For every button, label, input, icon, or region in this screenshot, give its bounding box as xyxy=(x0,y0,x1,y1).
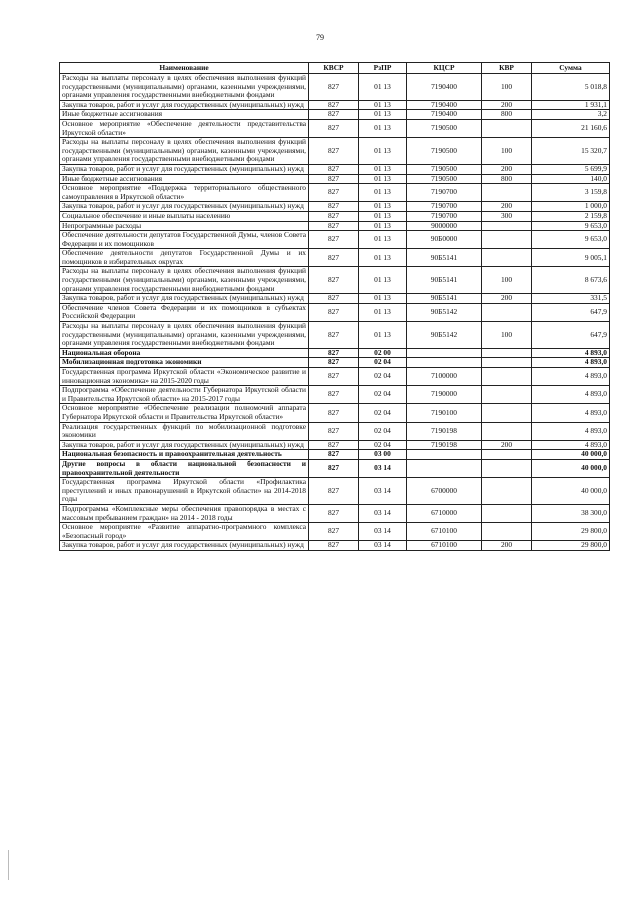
table-row xyxy=(60,267,610,294)
cell-kcsr xyxy=(407,450,482,460)
cell-rzpr: 03 14 xyxy=(359,478,407,505)
cell-rzpr: 01 13 xyxy=(359,294,407,304)
cell-rzpr: 03 14 xyxy=(359,523,407,541)
table-row xyxy=(60,249,610,267)
cell-name: Реализация государственных функций по мобилизационной подготовке экономики xyxy=(60,422,309,440)
cell-kcsr: 6710100 xyxy=(407,541,482,551)
cell-rzpr: 01 13 xyxy=(359,267,407,294)
cell-kvsr: 827 xyxy=(309,211,359,221)
cell-kvsr: 827 xyxy=(309,221,359,231)
cell-kvsr: 827 xyxy=(309,322,359,349)
cell-rzpr: 01 13 xyxy=(359,110,407,120)
cell-kcsr: 7190500 xyxy=(407,138,482,165)
cell-kvr xyxy=(482,450,532,460)
cell-name: Основное мероприятие «Развитие аппаратно-программного комплекса «Безопасный город» xyxy=(60,523,309,541)
cell-kcsr: 7190100 xyxy=(407,404,482,422)
table-row xyxy=(60,211,610,221)
table-row xyxy=(60,541,610,551)
cell-sum: 40 000,0 xyxy=(532,459,610,477)
cell-name: Основное мероприятие «Обеспечение реализации полномочий аппарата Губернатора Иркутской области и Правительства Иркутской области» xyxy=(60,404,309,422)
cell-kvr xyxy=(482,303,532,321)
header-name: Наименование xyxy=(60,63,309,74)
cell-name: Обеспечение членов Совета Федерации и их помощников в субъектах Российской Федерации xyxy=(60,303,309,321)
cell-sum: 2 159,8 xyxy=(532,211,610,221)
cell-kcsr: 90Б0000 xyxy=(407,231,482,249)
table-row xyxy=(60,303,610,321)
cell-sum: 1 000,0 xyxy=(532,202,610,212)
cell-kvsr: 827 xyxy=(309,541,359,551)
cell-kcsr: 90Б5142 xyxy=(407,303,482,321)
cell-rzpr: 01 13 xyxy=(359,74,407,101)
cell-kvsr: 827 xyxy=(309,74,359,101)
header-kvsr: КВСР xyxy=(309,63,359,74)
cell-name: Закупка товаров, работ и услуг для государственных (муниципальных) нужд xyxy=(60,294,309,304)
cell-kvr xyxy=(482,504,532,522)
table-row xyxy=(60,422,610,440)
cell-kcsr: 7190400 xyxy=(407,110,482,120)
cell-rzpr: 01 13 xyxy=(359,202,407,212)
cell-rzpr: 01 13 xyxy=(359,119,407,137)
cell-name: Подпрограмма «Комплексные меры обеспечения правопорядка в местах с массовым пребыванием граждан» на 2014 - 2018 годы xyxy=(60,504,309,522)
cell-kvsr: 827 xyxy=(309,202,359,212)
cell-kcsr: 7190700 xyxy=(407,202,482,212)
cell-kvr xyxy=(482,459,532,477)
cell-name: Закупка товаров, работ и услуг для государственных (муниципальных) нужд xyxy=(60,164,309,174)
cell-name: Закупка товаров, работ и услуг для государственных (муниципальных) нужд xyxy=(60,202,309,212)
cell-kcsr: 7100000 xyxy=(407,368,482,386)
cell-rzpr: 01 13 xyxy=(359,211,407,221)
cell-kcsr: 7190000 xyxy=(407,386,482,404)
cell-sum: 29 800,0 xyxy=(532,523,610,541)
cell-name: Расходы на выплаты персоналу в целях обеспечения выполнения функций государственными (муниципальными) органами, казенными учреждениями, органами управления государственными внебюджетными фондами xyxy=(60,267,309,294)
table-row xyxy=(60,478,610,505)
cell-sum: 4 893,0 xyxy=(532,404,610,422)
cell-kcsr: 6700000 xyxy=(407,478,482,505)
cell-rzpr: 02 04 xyxy=(359,422,407,440)
cell-kvsr: 827 xyxy=(309,294,359,304)
cell-kvsr: 827 xyxy=(309,348,359,358)
cell-kvr xyxy=(482,184,532,202)
table-row xyxy=(60,184,610,202)
cell-name: Закупка товаров, работ и услуг для государственных (муниципальных) нужд xyxy=(60,100,309,110)
cell-sum: 3,2 xyxy=(532,110,610,120)
table-row xyxy=(60,74,610,101)
table-row xyxy=(60,174,610,184)
cell-sum: 21 160,6 xyxy=(532,119,610,137)
cell-name: Расходы на выплаты персоналу в целях обеспечения выполнения функций государственными (муниципальными) органами, казенными учреждениями, органами управления государственными внебюджетными фондами xyxy=(60,322,309,349)
cell-sum: 4 893,0 xyxy=(532,386,610,404)
cell-rzpr: 02 04 xyxy=(359,368,407,386)
cell-kvsr: 827 xyxy=(309,184,359,202)
cell-kcsr: 6710000 xyxy=(407,504,482,522)
table-row xyxy=(60,322,610,349)
cell-kvr: 100 xyxy=(482,322,532,349)
cell-kvr xyxy=(482,368,532,386)
cell-kvr: 800 xyxy=(482,174,532,184)
cell-kvr: 200 xyxy=(482,440,532,450)
cell-kvr xyxy=(482,404,532,422)
cell-sum: 331,5 xyxy=(532,294,610,304)
cell-kcsr: 90Б5141 xyxy=(407,249,482,267)
cell-rzpr: 02 00 xyxy=(359,348,407,358)
cell-kvr xyxy=(482,119,532,137)
cell-kvr xyxy=(482,422,532,440)
cell-rzpr: 01 13 xyxy=(359,303,407,321)
cell-kcsr xyxy=(407,459,482,477)
table-row xyxy=(60,450,610,460)
cell-kvsr: 827 xyxy=(309,386,359,404)
table-row xyxy=(60,404,610,422)
cell-kcsr: 7190700 xyxy=(407,211,482,221)
cell-sum: 4 893,0 xyxy=(532,368,610,386)
cell-rzpr: 02 04 xyxy=(359,404,407,422)
cell-kvr: 100 xyxy=(482,74,532,101)
cell-sum: 3 159,8 xyxy=(532,184,610,202)
cell-name: Государственная программа Иркутской области «Экономическое развитие и инновационная экономика» на 2015-2020 годы xyxy=(60,368,309,386)
cell-kvsr: 827 xyxy=(309,174,359,184)
cell-name: Иные бюджетные ассигнования xyxy=(60,174,309,184)
header-kcsr: КЦСР xyxy=(407,63,482,74)
table-row xyxy=(60,110,610,120)
table-row xyxy=(60,386,610,404)
cell-kvsr: 827 xyxy=(309,303,359,321)
table-row xyxy=(60,348,610,358)
cell-name: Национальная безопасность и правоохранительная деятельность xyxy=(60,450,309,460)
cell-kcsr: 7190700 xyxy=(407,184,482,202)
cell-sum: 140,0 xyxy=(532,174,610,184)
cell-kcsr: 7190198 xyxy=(407,422,482,440)
cell-kvr: 100 xyxy=(482,267,532,294)
cell-kvr: 200 xyxy=(482,164,532,174)
cell-sum: 9 005,1 xyxy=(532,249,610,267)
cell-sum: 40 000,0 xyxy=(532,450,610,460)
cell-name: Мобилизационная подготовка экономики xyxy=(60,358,309,368)
cell-name: Расходы на выплаты персоналу в целях обеспечения выполнения функций государственными (муниципальными) органами, казенными учреждениями, органами управления государственными внебюджетными фондами xyxy=(60,74,309,101)
cell-kvsr: 827 xyxy=(309,478,359,505)
cell-kvsr: 827 xyxy=(309,440,359,450)
cell-rzpr: 03 14 xyxy=(359,504,407,522)
cell-name: Обеспечение деятельности депутатов Государственной Думы и их помощников в избирательных округах xyxy=(60,249,309,267)
cell-kcsr: 6710100 xyxy=(407,523,482,541)
cell-kvsr: 827 xyxy=(309,422,359,440)
cell-rzpr: 01 13 xyxy=(359,249,407,267)
cell-kvr: 100 xyxy=(482,138,532,165)
cell-sum: 1 931,1 xyxy=(532,100,610,110)
cell-sum: 29 800,0 xyxy=(532,541,610,551)
table-row xyxy=(60,119,610,137)
cell-name: Социальное обеспечение и иные выплаты населению xyxy=(60,211,309,221)
cell-kvr xyxy=(482,478,532,505)
cell-kvr: 200 xyxy=(482,541,532,551)
cell-name: Основное мероприятие «Поддержка территориального общественного самоуправления в Иркутской области» xyxy=(60,184,309,202)
table-row xyxy=(60,202,610,212)
cell-name: Основное мероприятие «Обеспечение деятельности представительства Иркутской области» xyxy=(60,119,309,137)
cell-name: Расходы на выплаты персоналу в целях обеспечения выполнения функций государственными (муниципальными) органами, казенными учреждениями, органами управления государственными внебюджетными фондами xyxy=(60,138,309,165)
cell-name: Закупка товаров, работ и услуг для государственных (муниципальных) нужд xyxy=(60,541,309,551)
cell-sum: 5 699,9 xyxy=(532,164,610,174)
cell-rzpr: 03 14 xyxy=(359,459,407,477)
cell-name: Подпрограмма «Обеспечение деятельности Губернатора Иркутской области и Правительства Иркутской области» на 2015-2017 годы xyxy=(60,386,309,404)
cell-kcsr xyxy=(407,358,482,368)
cell-kvsr: 827 xyxy=(309,100,359,110)
cell-kvsr: 827 xyxy=(309,523,359,541)
cell-rzpr: 01 13 xyxy=(359,221,407,231)
cell-kcsr: 90Б5141 xyxy=(407,267,482,294)
cell-kvsr: 827 xyxy=(309,138,359,165)
table-row xyxy=(60,231,610,249)
cell-sum: 4 893,0 xyxy=(532,440,610,450)
cell-kvr xyxy=(482,386,532,404)
margin-mark xyxy=(8,850,9,880)
cell-name: Закупка товаров, работ и услуг для государственных (муниципальных) нужд xyxy=(60,440,309,450)
cell-kvsr: 827 xyxy=(309,119,359,137)
cell-sum: 15 320,7 xyxy=(532,138,610,165)
table-row xyxy=(60,459,610,477)
cell-kvsr: 827 xyxy=(309,459,359,477)
cell-sum: 647,9 xyxy=(532,322,610,349)
cell-sum: 647,9 xyxy=(532,303,610,321)
table-row xyxy=(60,164,610,174)
table-row xyxy=(60,523,610,541)
table-row xyxy=(60,504,610,522)
cell-rzpr: 01 13 xyxy=(359,174,407,184)
cell-sum: 4 893,0 xyxy=(532,348,610,358)
budget-table xyxy=(59,62,610,551)
cell-kvr: 200 xyxy=(482,202,532,212)
cell-sum: 40 000,0 xyxy=(532,478,610,505)
table-row xyxy=(60,368,610,386)
cell-rzpr: 01 13 xyxy=(359,164,407,174)
table-row xyxy=(60,100,610,110)
cell-kvr: 300 xyxy=(482,211,532,221)
cell-kvsr: 827 xyxy=(309,110,359,120)
cell-kcsr: 7190500 xyxy=(407,174,482,184)
cell-sum: 9 653,0 xyxy=(532,231,610,249)
header-kvr: КВР xyxy=(482,63,532,74)
table-body xyxy=(60,74,610,551)
cell-kvr: 200 xyxy=(482,100,532,110)
cell-kvsr: 827 xyxy=(309,450,359,460)
cell-kvsr: 827 xyxy=(309,358,359,368)
cell-name: Другие вопросы в области национальной безопасности и правоохранительной деятельности xyxy=(60,459,309,477)
cell-kvr xyxy=(482,358,532,368)
cell-kvr xyxy=(482,523,532,541)
table-row xyxy=(60,358,610,368)
cell-rzpr: 02 04 xyxy=(359,386,407,404)
cell-kvsr: 827 xyxy=(309,404,359,422)
cell-sum: 4 893,0 xyxy=(532,358,610,368)
cell-rzpr: 01 13 xyxy=(359,184,407,202)
cell-name: Иные бюджетные ассигнования xyxy=(60,110,309,120)
cell-name: Обеспечение деятельности депутатов Государственной Думы, членов Совета Федерации и их помощников xyxy=(60,231,309,249)
cell-kvsr: 827 xyxy=(309,164,359,174)
table-header-row xyxy=(60,63,610,74)
table-row xyxy=(60,440,610,450)
cell-rzpr: 01 13 xyxy=(359,231,407,249)
page-number: 79 xyxy=(316,33,324,42)
cell-kvr: 800 xyxy=(482,110,532,120)
cell-kvr: 200 xyxy=(482,294,532,304)
header-sum: Сумма xyxy=(532,63,610,74)
cell-rzpr: 03 00 xyxy=(359,450,407,460)
cell-kcsr: 9000000 xyxy=(407,221,482,231)
table-row xyxy=(60,138,610,165)
cell-sum: 38 300,0 xyxy=(532,504,610,522)
cell-kvsr: 827 xyxy=(309,368,359,386)
cell-rzpr: 01 13 xyxy=(359,100,407,110)
header-rzpr: РзПР xyxy=(359,63,407,74)
cell-rzpr: 03 14 xyxy=(359,541,407,551)
cell-kvsr: 827 xyxy=(309,249,359,267)
cell-kvr xyxy=(482,221,532,231)
cell-kvr xyxy=(482,348,532,358)
cell-kcsr: 90Б5142 xyxy=(407,322,482,349)
cell-name: Государственная программа Иркутской области «Профилактика преступлений и иных правонарушений в Иркутской области» на 2014-2018 годы xyxy=(60,478,309,505)
cell-kcsr: 7190500 xyxy=(407,119,482,137)
cell-name: Непрограммные расходы xyxy=(60,221,309,231)
cell-sum: 8 673,6 xyxy=(532,267,610,294)
cell-sum: 9 653,0 xyxy=(532,221,610,231)
cell-rzpr: 01 13 xyxy=(359,138,407,165)
cell-kvsr: 827 xyxy=(309,504,359,522)
cell-rzpr: 02 04 xyxy=(359,358,407,368)
cell-name: Национальная оборона xyxy=(60,348,309,358)
cell-sum: 4 893,0 xyxy=(532,422,610,440)
cell-kcsr: 7190500 xyxy=(407,164,482,174)
cell-kvsr: 827 xyxy=(309,231,359,249)
cell-sum: 5 018,8 xyxy=(532,74,610,101)
cell-kvr xyxy=(482,249,532,267)
cell-kvr xyxy=(482,231,532,249)
table-row xyxy=(60,294,610,304)
cell-kcsr: 7190198 xyxy=(407,440,482,450)
cell-kcsr: 90Б5141 xyxy=(407,294,482,304)
cell-rzpr: 01 13 xyxy=(359,322,407,349)
cell-kcsr: 7190400 xyxy=(407,74,482,101)
cell-rzpr: 02 04 xyxy=(359,440,407,450)
cell-kcsr xyxy=(407,348,482,358)
cell-kcsr: 7190400 xyxy=(407,100,482,110)
cell-kvsr: 827 xyxy=(309,267,359,294)
table-row xyxy=(60,221,610,231)
